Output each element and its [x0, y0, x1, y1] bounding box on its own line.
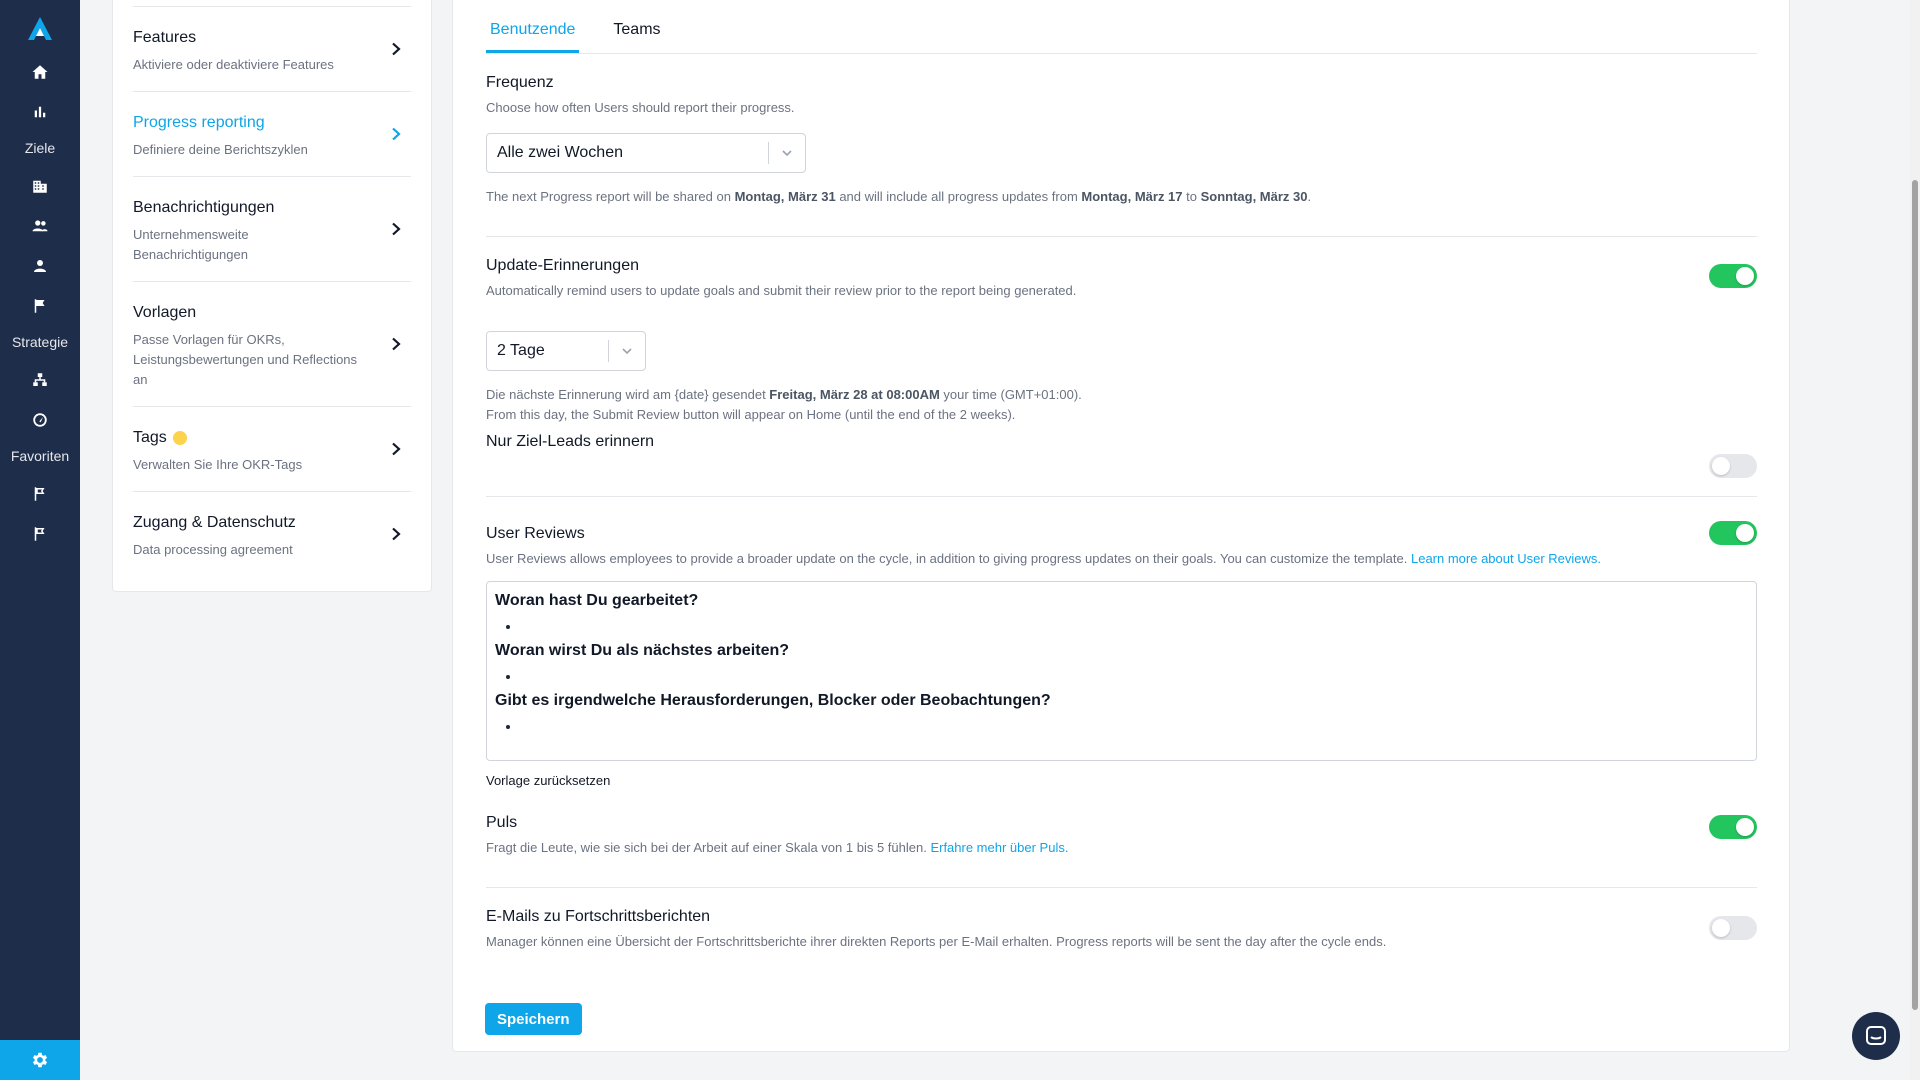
pulse-desc	[486, 838, 1757, 858]
tab-bar	[486, 0, 1757, 54]
toggle-knob	[1712, 919, 1730, 937]
gear-icon	[30, 1050, 50, 1070]
next-report-mid: and will include all progress updates from	[835, 189, 1082, 204]
frequency-section	[486, 54, 1757, 237]
next-report-date: Montag, März 31	[734, 189, 836, 204]
reminder-info-post: your time (GMT+01:00).	[939, 387, 1082, 402]
submenu-item-progress-reporting[interactable]	[133, 91, 411, 176]
submenu-item-title: Features	[133, 29, 197, 46]
person-icon[interactable]	[20, 246, 60, 286]
leads-only-label: Nur Ziel-Leads erinnern	[486, 433, 655, 450]
template-bullet-list	[521, 668, 1748, 688]
people-icon[interactable]	[20, 206, 60, 246]
app-logo-icon[interactable]	[27, 16, 53, 42]
lightbulb-icon	[173, 431, 187, 445]
reminders-days-select[interactable]	[486, 331, 646, 371]
submenu-item-title: Benachrichtigungen	[133, 199, 275, 216]
chevron-down-icon	[769, 147, 805, 159]
reminders-section	[486, 237, 1757, 497]
settings-submenu	[112, 0, 432, 592]
submenu-item-desc: Unternehmensweite Benachrichtigungen	[133, 227, 249, 262]
chevron-right-icon	[389, 337, 403, 351]
submenu-item-features[interactable]	[133, 6, 411, 91]
reminder-info-pre: Die nächste Erinnerung wird am {date} gesendet	[486, 387, 770, 402]
bar-chart-icon[interactable]	[20, 92, 60, 132]
next-report-to: Sonntag, März 30	[1200, 189, 1308, 204]
pulse-learn-more-link[interactable]: Erfahre mehr über Puls.	[930, 840, 1069, 855]
reminders-info-line2: From this day, the Submit Review button will appear on Home (until the end of the 2 weeks).	[486, 407, 1016, 422]
toggle-knob	[1736, 267, 1754, 285]
frequency-next-report-info	[486, 187, 1757, 207]
submenu-item-title: Vorlagen	[133, 304, 197, 321]
template-bullet-list	[521, 618, 1748, 638]
pulse-toggle[interactable]	[1709, 815, 1757, 839]
reminders-next-info	[486, 385, 1757, 405]
template-bullet-list	[521, 718, 1748, 738]
frequency-select-value: Alle zwei Wochen	[497, 144, 623, 161]
reminders-toggle[interactable]	[1709, 264, 1757, 288]
reset-template-link[interactable]: Vorlage zurücksetzen	[486, 773, 611, 788]
building-icon[interactable]	[20, 166, 60, 206]
frequency-desc: Choose how often Users should report their progress.	[486, 100, 795, 115]
reminders-select-value: 2 Tage	[497, 342, 545, 359]
user-reviews-desc	[486, 549, 1757, 569]
template-bullet	[521, 618, 1748, 638]
submenu-item-desc: Aktiviere oder deaktiviere Features	[133, 57, 334, 72]
page-scrollbar[interactable]	[1910, 0, 1920, 1080]
submenu-item-notifications[interactable]	[133, 176, 411, 281]
flag-outline-icon[interactable]	[20, 514, 60, 554]
emails-section	[486, 888, 1757, 952]
chevron-right-icon	[389, 442, 403, 456]
gauge-icon[interactable]	[20, 400, 60, 440]
submenu-item-desc: Passe Vorlagen für OKRs, Leistungsbewertungen und Reflections an	[133, 332, 358, 387]
chevron-right-icon	[389, 42, 403, 56]
submenu-item-access-privacy[interactable]	[133, 491, 411, 576]
next-report-pre: The next Progress report will be shared on	[486, 189, 735, 204]
next-report-end: .	[1307, 189, 1312, 204]
chevron-right-icon	[389, 127, 403, 141]
flag-icon[interactable]	[20, 286, 60, 326]
home-icon[interactable]	[20, 52, 60, 92]
submenu-item-desc: Data processing agreement	[133, 542, 293, 557]
reminder-info-date: Freitag, März 28 at 08:00AM	[769, 387, 940, 402]
next-report-from: Montag, März 17	[1081, 189, 1183, 204]
submenu-item-title: Tags	[133, 429, 167, 446]
user-reviews-learn-more-link[interactable]: Learn more about User Reviews.	[1410, 551, 1602, 566]
reminders-desc: Automatically remind users to update goals and submit their review prior to the report being generated.	[486, 283, 1077, 298]
pulse-desc-text: Fragt die Leute, wie sie sich bei der Arbeit auf einer Skala von 1 bis 5 fühlen.	[486, 840, 931, 855]
chevron-right-icon	[389, 527, 403, 541]
tab-teams[interactable]: Teams	[613, 21, 661, 38]
org-chart-icon[interactable]	[20, 360, 60, 400]
emails-desc: Manager können eine Übersicht der Fortschrittsberichte ihrer direkten Reports per E-Mail erhalten. Progress reports will be sent the day after the cycle ends.	[486, 934, 1387, 949]
nav-section-favorites: Favoriten	[10, 448, 70, 464]
scrollbar-thumb[interactable]	[1912, 180, 1918, 1010]
flag-outline-icon[interactable]	[20, 474, 60, 514]
next-report-to-word: to	[1182, 189, 1201, 204]
emails-title: E-Mails zu Fortschrittsberichten	[486, 908, 711, 925]
template-bullet	[521, 718, 1748, 738]
emails-toggle[interactable]	[1709, 916, 1757, 940]
leads-only-toggle[interactable]	[1709, 454, 1757, 478]
chat-launcher-button[interactable]	[1852, 1012, 1900, 1060]
template-question-3: Gibt es irgendwelche Herausforderungen, Blocker oder Beobachtungen?	[495, 692, 1051, 709]
pulse-section	[486, 788, 1757, 888]
submenu-item-title: Zugang & Datenschutz	[133, 514, 296, 531]
template-bullet	[521, 668, 1748, 688]
nav-section-goals: Ziele	[24, 140, 56, 156]
settings-nav-item[interactable]	[0, 1040, 80, 1080]
chevron-right-icon	[389, 222, 403, 236]
template-question-2: Woran wirst Du als nächstes arbeiten?	[495, 642, 790, 659]
user-reviews-desc-text: User Reviews allows employees to provide a broader update on the cycle, in addition to giving progress updates on their goals. You can customize the template.	[486, 551, 1411, 566]
submenu-item-title-row	[133, 429, 371, 447]
chat-icon	[1864, 1024, 1888, 1048]
tab-users[interactable]: Benutzende	[486, 21, 579, 53]
save-button[interactable]: Speichern	[485, 1003, 582, 1035]
submenu-item-desc: Definiere deine Berichtszyklen	[133, 142, 308, 157]
user-reviews-title: User Reviews	[486, 525, 585, 542]
submenu-item-title: Progress reporting	[133, 114, 265, 131]
user-reviews-section	[486, 497, 1757, 788]
template-question-1: Woran hast Du gearbeitet?	[495, 592, 699, 609]
frequency-select[interactable]	[486, 133, 806, 173]
submenu-item-tags[interactable]	[133, 406, 411, 491]
toggle-knob	[1736, 818, 1754, 836]
submenu-item-templates[interactable]	[133, 281, 411, 406]
toggle-knob	[1736, 524, 1754, 542]
progress-reporting-panel	[452, 0, 1790, 1052]
frequency-title: Frequenz	[486, 74, 554, 91]
chevron-down-icon	[609, 345, 645, 357]
reminders-title: Update-Erinnerungen	[486, 257, 639, 274]
nav-rail	[0, 0, 80, 1080]
pulse-title: Puls	[486, 814, 518, 831]
nav-section-strategy: Strategie	[11, 334, 69, 350]
user-reviews-toggle[interactable]	[1709, 521, 1757, 545]
review-template-editor[interactable]	[486, 581, 1757, 761]
submenu-item-desc: Verwalten Sie Ihre OKR-Tags	[133, 457, 303, 472]
toggle-knob	[1712, 457, 1730, 475]
